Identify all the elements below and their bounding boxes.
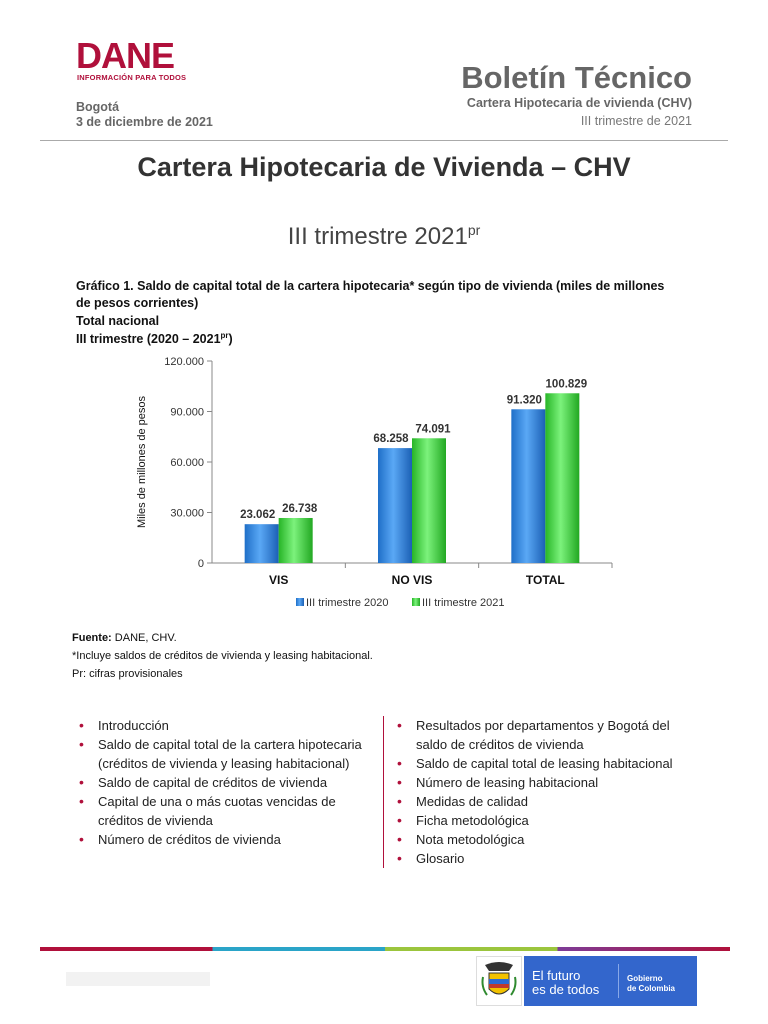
y-axis-label: Miles de millones de pesos: [136, 395, 148, 529]
contents-item[interactable]: • Resultados por departamentos y Bogotá del saldo de créditos de vivienda: [394, 716, 704, 754]
legend-swatch: [296, 598, 304, 606]
slogan-panel: [524, 956, 697, 1006]
data-label: 100.829: [545, 378, 588, 391]
caption-period: III trimestre (2020 – 2021: [76, 332, 221, 347]
chart-caption-line3: Total nacional: [76, 314, 160, 328]
contents-item[interactable]: • Nota metodológica: [394, 830, 704, 849]
contents-item[interactable]: • Número de créditos de vivienda: [76, 830, 376, 849]
caption-close: ): [228, 332, 233, 347]
y-tick-label: 30.000: [170, 507, 204, 520]
bulletin-subtitle: Cartera Hipotecaria de vivienda (CHV): [466, 96, 692, 110]
data-label: 26.738: [282, 502, 318, 515]
gov-line2: de Colombia: [627, 984, 676, 993]
x-category-label: VIS: [268, 573, 289, 587]
source-label: Fuente:: [72, 632, 112, 644]
subtitle-sup: pr: [467, 222, 481, 238]
chart-caption-line1: Gráfico 1. Saldo de capital total de la cartera hipotecaria* según tipo de vivienda (miles de millones: [76, 279, 665, 293]
y-tick-label: 60.000: [170, 457, 204, 469]
government-banner: [476, 956, 697, 1006]
y-tick-label: 0: [197, 558, 204, 570]
data-label: 23.062: [240, 509, 276, 522]
contents-list-right: [394, 716, 704, 868]
data-label: 68.258: [373, 433, 409, 446]
footnote-provisional: Pr: cifras provisionales: [72, 668, 183, 680]
bar-2021-total: [545, 393, 579, 563]
footnote-includes: *Incluye saldos de créditos de vivienda y leasing habitacional.: [72, 650, 373, 662]
dane-logo-subtitle: INFORMACIÓN PARA TODOS: [77, 73, 187, 82]
page-title: Cartera Hipotecaria de Vivienda – CHV: [137, 152, 631, 182]
contents-item[interactable]: • Saldo de capital total de la cartera hipotecaria (créditos de vivienda y leasing habitacional): [76, 735, 376, 773]
contents-list-left: [76, 716, 376, 849]
contents-item[interactable]: • Número de leasing habitacional: [394, 773, 704, 792]
slogan-line2: es de todos: [532, 982, 600, 997]
y-tick-label: 120.000: [164, 356, 204, 368]
contents-divider: [383, 716, 384, 868]
chart-caption-line2: de pesos corrientes): [76, 296, 199, 310]
footer-placeholder: [66, 972, 210, 986]
dane-logo: DANE: [76, 35, 175, 76]
slogan-line1: El futuro: [532, 968, 581, 983]
source-text: DANE, CHV.: [111, 632, 177, 644]
city: Bogotá: [76, 100, 120, 114]
contents-item[interactable]: • Medidas de calidad: [394, 792, 704, 811]
publication-date: 3 de diciembre de 2021: [76, 115, 213, 129]
legend-swatch: [412, 598, 420, 606]
contents-item[interactable]: • Introducción: [76, 716, 376, 735]
legend-label: III trimestre 2020: [306, 597, 389, 609]
footer-color-bar: [40, 947, 730, 951]
data-label: 91.320: [506, 394, 542, 407]
bar-2020-total: [511, 409, 545, 563]
contents-item[interactable]: • Saldo de capital de créditos de vivienda: [76, 773, 376, 792]
subtitle-text: III trimestre 2021: [287, 223, 468, 250]
bar-2020-vis: [245, 524, 279, 563]
source-note: [72, 632, 177, 644]
y-tick-label: 90.000: [170, 406, 204, 419]
contents-item[interactable]: • Saldo de capital total de leasing habitacional: [394, 754, 704, 773]
caption-sup: pr: [220, 331, 229, 340]
slogan-divider: [618, 964, 619, 998]
bar-2021-no-vis: [412, 438, 446, 563]
bulletin-period: III trimestre de 2021: [580, 114, 692, 128]
coat-of-arms-icon: [476, 956, 522, 1006]
contents-item[interactable]: • Ficha metodológica: [394, 811, 704, 830]
x-category-label: NO VIS: [391, 573, 433, 587]
contents-item[interactable]: • Capital de una o más cuotas vencidas de créditos de vivienda: [76, 792, 376, 830]
x-category-label: TOTAL: [525, 573, 565, 587]
contents-item[interactable]: • Glosario: [394, 849, 704, 868]
bar-2021-vis: [279, 518, 313, 563]
data-label: 74.091: [415, 423, 451, 436]
bulletin-title: Boletín Técnico: [461, 60, 692, 95]
legend-label: III trimestre 2021: [422, 597, 505, 609]
bar-2020-no-vis: [378, 448, 412, 563]
gov-line1: Gobierno: [627, 974, 663, 983]
